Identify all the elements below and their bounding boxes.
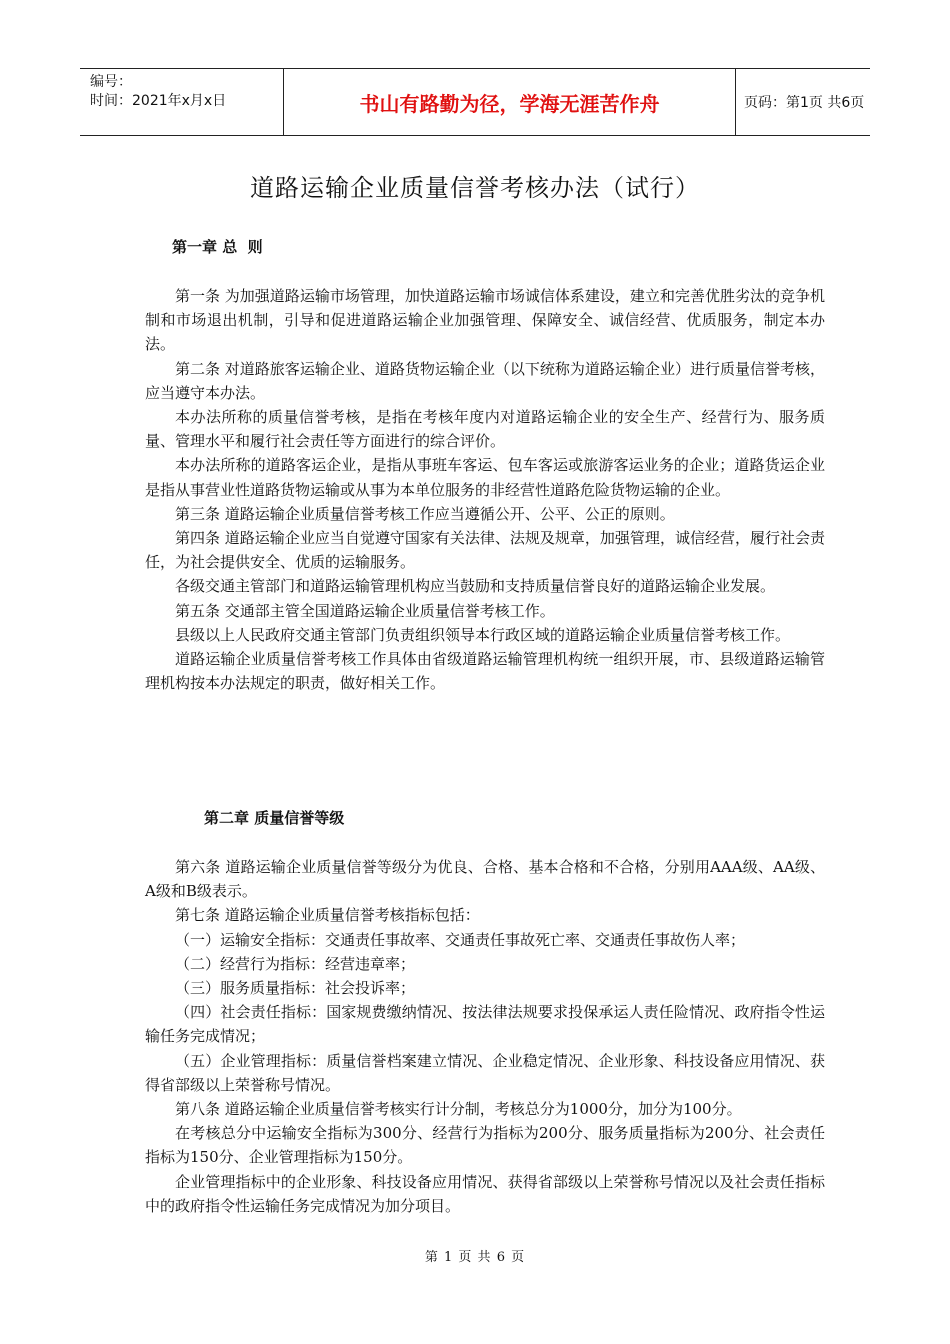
paragraph: 本办法所称的质量信誉考核，是指在考核年度内对道路运输企业的安全生产、经营行为、服务质量、管理水平和履行社会责任等方面进行的综合评价。	[145, 408, 825, 451]
paragraph: 各级交通主管部门和道路运输管理机构应当鼓励和支持质量信誉良好的道路运输企业发展。	[175, 577, 776, 596]
paragraph: （三）服务质量指标：社会投诉率；	[175, 979, 416, 998]
paragraph: 第五条 交通部主管全国道路运输企业质量信誉考核工作。	[175, 601, 555, 620]
paragraph: 道路运输企业质量信誉考核工作具体由省级道路运输管理机构统一组织开展，市、县级道路运输管理机构按本办法规定的职责，做好相关工作。	[145, 650, 825, 693]
page-label: 页码：第1页 共6页	[744, 95, 865, 111]
chapter-2-heading: 第二章 质量信誉等级	[204, 809, 345, 827]
paragraph: （五）企业管理指标：质量信誉档案建立情况、企业稳定情况、企业形象、科技设备应用情况、获得省部级以上荣誉称号情况。	[145, 1051, 825, 1094]
document-title: 道路运输企业质量信誉考核办法（试行）	[250, 174, 700, 202]
paragraph: （二）经营行为指标：经营违章率；	[175, 954, 416, 973]
header-meta	[80, 69, 284, 135]
number-label: 编号：	[90, 74, 132, 90]
paragraph: 企业管理指标中的企业形象、科技设备应用情况、获得省部级以上荣誉称号情况以及社会责任指标中的政府指令性运输任务完成情况为加分项目。	[145, 1172, 825, 1215]
paragraph: （一）运输安全指标：交通责任事故率、交通责任事故死亡率、交通责任事故伤人率；	[175, 930, 746, 949]
paragraph: 县级以上人民政府交通主管部门负责组织领导本行政区域的道路运输企业质量信誉考核工作。	[175, 625, 791, 644]
header-motto-cell	[284, 69, 736, 135]
page-footer: 第 1 页 共 6 页	[424, 1250, 526, 1265]
paragraph: （四）社会责任指标：国家规费缴纳情况、按法律法规要求投保承运人责任险情况、政府指令性运输任务完成情况；	[145, 1003, 825, 1046]
time-label: 时间：2021年x月x日	[90, 93, 227, 109]
chapter-1-heading: 第一章 总 则	[172, 238, 263, 256]
chapter-1-body	[145, 284, 825, 695]
paragraph: 第八条 道路运输企业质量信誉考核实行计分制，考核总分为1000分，加分为100分。	[175, 1100, 742, 1119]
paragraph: 在考核总分中运输安全指标为300分、经营行为指标为200分、服务质量指标为200分、社会责任指标为150分、企业管理指标为150分。	[145, 1124, 825, 1167]
paragraph: 第六条 道路运输企业质量信誉等级分为优良、合格、基本合格和不合格，分别用AAA级、AA级、A级和B级表示。	[145, 858, 825, 901]
paragraph: 第二条 对道路旅客运输企业、道路货物运输企业（以下统称为道路运输企业）进行质量信誉考核，应当遵守本办法。	[145, 359, 825, 402]
motto: 书山有路勤为径，学海无涯苦作舟	[359, 91, 660, 116]
paragraph: 第三条 道路运输企业质量信誉考核工作应当遵循公开、公平、公正的原则。	[175, 504, 675, 523]
chapter-2-body	[145, 855, 825, 1218]
paragraph: 第四条 道路运输企业应当自觉遵守国家有关法律、法规及规章，加强管理，诚信经营，履行社会责任，为社会提供安全、优质的运输服务。	[145, 529, 825, 572]
paragraph: 本办法所称的道路客运企业，是指从事班车客运、包车客运或旅游客运业务的企业；道路货运企业是指从事营业性道路货物运输或从事为本单位服务的非经营性道路危险货物运输的企业。	[145, 456, 825, 499]
header-table	[80, 68, 870, 136]
paragraph: 第一条 为加强道路运输市场管理，加快道路运输市场诚信体系建设，建立和完善优胜劣汰的竞争机制和市场退出机制，引导和促进道路运输企业加强管理、保障安全、诚信经营、优质服务，制定本办法。	[145, 287, 825, 354]
paragraph: 第七条 道路运输企业质量信誉考核指标包括：	[175, 906, 480, 925]
